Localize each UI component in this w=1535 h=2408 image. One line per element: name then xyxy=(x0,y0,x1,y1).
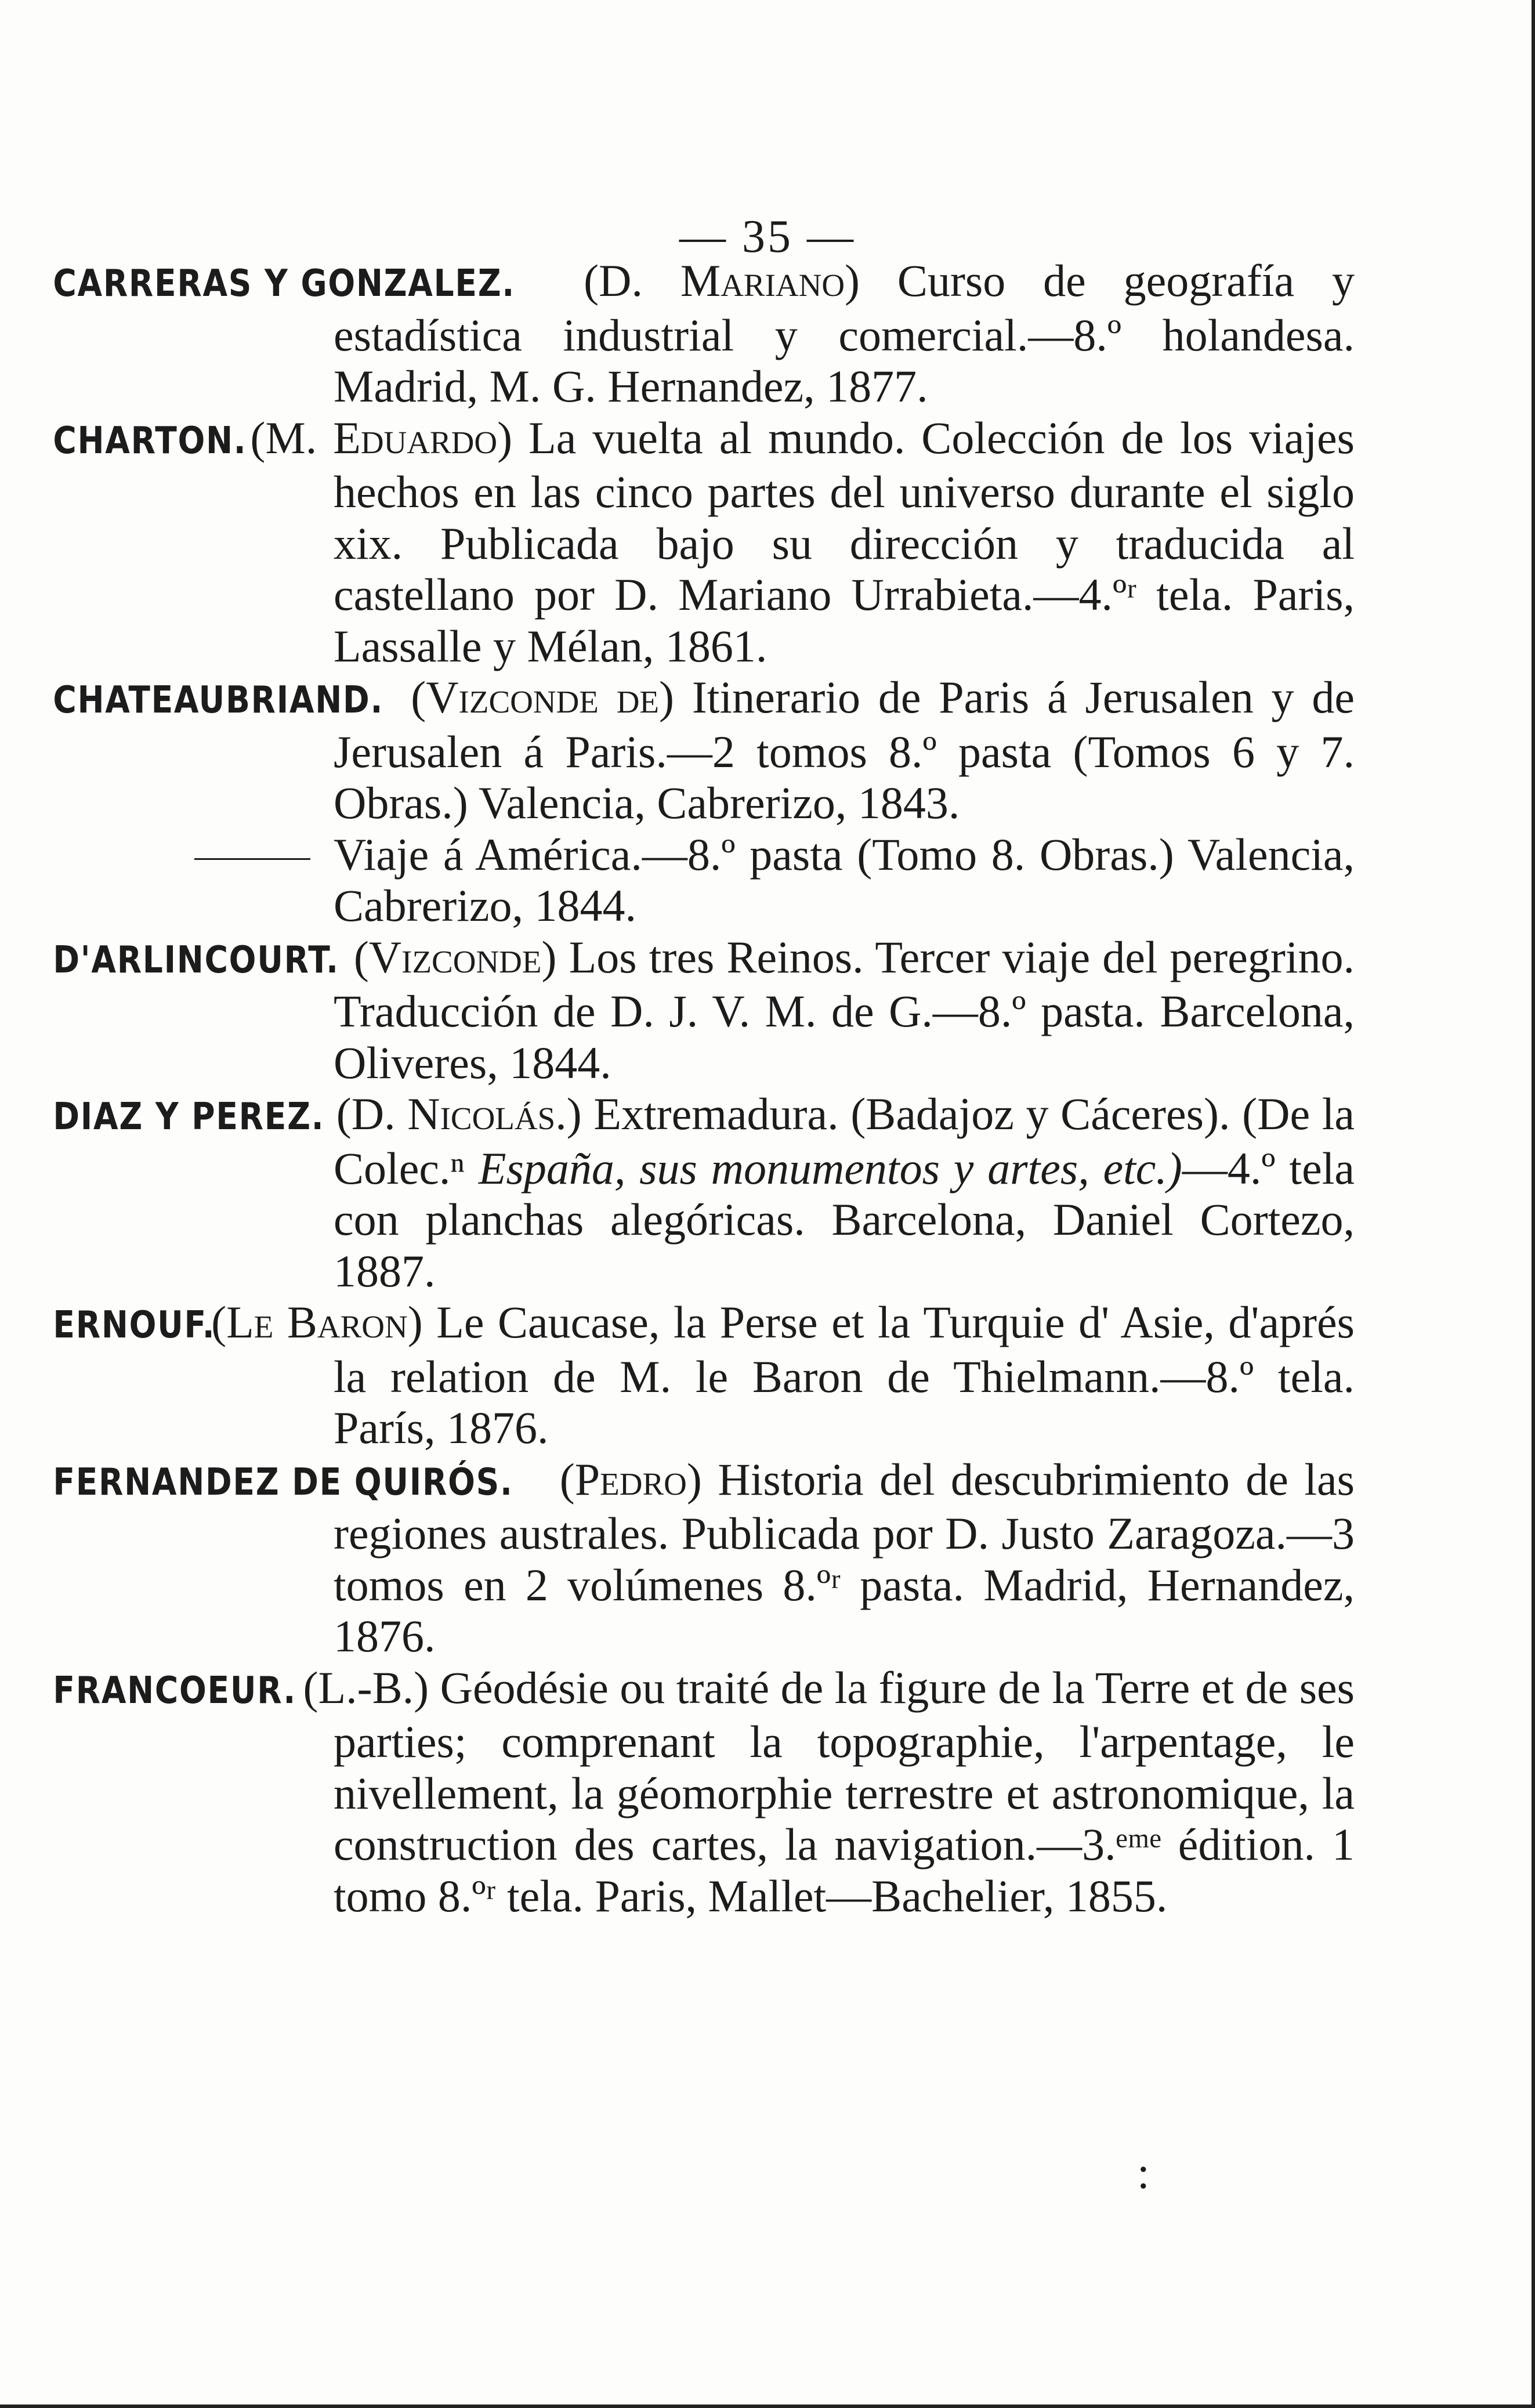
entry-text: La vuelta al mundo. Colección de los viajes hechos en las cinco partes del universo durante el siglo xix. Publicada bajo su dirección y traducida al castellano por D. Mariano Urrabieta.—4.ºʳ tela. Paris, Lassalle y Mélan, 1861. xyxy=(334,412,1355,671)
bibliography-entry xyxy=(53,1297,1355,1454)
entry-text: Extremadura. (Badajoz y Cáceres). (De la Colec.ⁿ xyxy=(334,1089,1355,1194)
entry-text: Le Caucase, la Perse et la Turquie d' Asie, d'aprés la relation de M. le Baron de Thielmann.—8.º tela. París, 1876. xyxy=(334,1297,1355,1453)
entry-heading: CHARTON. xyxy=(53,419,247,462)
entry-text: Itinerario de Paris á Jerusalen y de Jerusalen á Paris.—2 tomos 8.º pasta (Tomos 6 y 7. Obras.) Valencia, Cabrerizo, 1843. xyxy=(334,672,1355,828)
entry-heading: CARRERAS Y GONZALEZ. xyxy=(53,262,515,305)
entry-author: (D. Mariano) xyxy=(584,255,860,306)
entry-text-after: —4.º tela con planchas alegóricas. Barcelona, Daniel Cortezo, 1887. xyxy=(334,1142,1355,1296)
entry-text: Viaje á América.—8.º pasta (Tomo 8. Obras.) Valencia, Cabrerizo, 1844. xyxy=(334,829,1355,931)
bibliography-entry xyxy=(53,931,1355,1089)
entry-heading: DIAZ Y PEREZ. xyxy=(53,1095,325,1138)
entry-text: Géodésie ou traité de la figure de la Terre et de ses parties; comprenant la topographie, l'arpentage, le nivellement, la géomorphie terrestre et astronomique, la construction des cartes, la navigation.—3.ᵉᵐᵉ édition. 1 tomo 8.ºʳ tela. Paris, Mallet—Bachelier, 1855. xyxy=(334,1662,1355,1921)
bibliography-entry xyxy=(53,1662,1355,1922)
entry-heading: D'ARLINCOURT. xyxy=(53,938,339,982)
entry-series-title: España, sus monumentos y artes, etc.) xyxy=(478,1142,1182,1194)
bibliography-entry xyxy=(53,672,1355,829)
entry-heading: FRANCOEUR. xyxy=(53,1669,297,1712)
bibliography-entry xyxy=(53,255,1355,413)
bibliography-continuation-entry xyxy=(183,829,1355,932)
bibliography-entry xyxy=(53,412,1355,672)
entry-author: (M. Eduardo) xyxy=(250,412,513,463)
page-number: — 35 — xyxy=(679,211,856,262)
entry-text: Historia del descubrimiento de las regiones australes. Publicada por D. Justo Zaragoza.—3 tomos en 2 volúmenes 8.ºʳ pasta. Madrid, Hernandez, 1876. xyxy=(334,1454,1355,1661)
entry-author: (Le Baron) xyxy=(211,1297,423,1347)
entry-heading: FERNANDEZ DE QUIRÓS. xyxy=(53,1460,513,1504)
entry-author: (Vizconde de) xyxy=(411,672,674,722)
bibliography-entry xyxy=(53,1089,1355,1297)
entry-author: (D. Nicolás.) xyxy=(336,1089,582,1139)
bibliography-column xyxy=(53,255,1355,1922)
ditto-dash xyxy=(194,858,310,860)
entry-author: (Pedro) xyxy=(559,1454,702,1505)
entry-text: Los tres Reinos. Tercer viaje del peregrino. Traducción de D. J. V. M. de G.—8.º pasta. Barcelona, Oliveres, 1844. xyxy=(334,931,1355,1088)
bibliography-entry xyxy=(53,1454,1355,1662)
entry-text: Curso de geografía y estadística industrial y comercial.—8.º holandesa. Madrid, M. G. Hernandez, 1877. xyxy=(334,255,1355,411)
entry-author: (Vizconde) xyxy=(353,931,557,982)
entry-heading: CHATEAUBRIAND. xyxy=(53,679,384,722)
entry-author: (L.-B.) xyxy=(303,1662,429,1713)
stray-mark: : xyxy=(1137,2147,1150,2198)
entry-heading: ERNOUF. xyxy=(53,1304,216,1347)
